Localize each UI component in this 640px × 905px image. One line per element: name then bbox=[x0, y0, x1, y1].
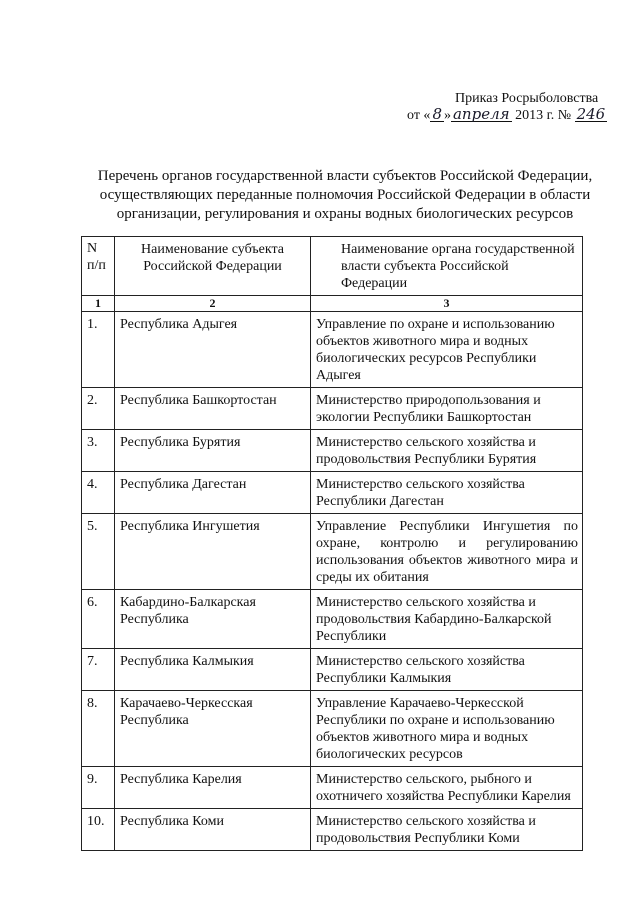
subject-name: Республика Бурятия bbox=[115, 430, 311, 472]
row-number: 2. bbox=[82, 388, 115, 430]
row-number: 4. bbox=[82, 472, 115, 514]
row-number: 8. bbox=[82, 691, 115, 767]
authority-name: Министерство сельского хозяйства и продовольствия Республики Бурятия bbox=[311, 430, 583, 472]
row-number: 10. bbox=[82, 809, 115, 851]
table-row bbox=[82, 691, 583, 767]
subject-name: Кабардино-Балкарская Республика bbox=[115, 590, 311, 649]
header-body: Наименование органа государственной власти субъекта Российской Федерации bbox=[311, 237, 583, 296]
row-number: 9. bbox=[82, 767, 115, 809]
table-row bbox=[82, 809, 583, 851]
table-row bbox=[82, 430, 583, 472]
header-num: N п/п bbox=[82, 237, 115, 296]
table-row bbox=[82, 649, 583, 691]
subject-name: Республика Карелия bbox=[115, 767, 311, 809]
authority-name: Управление Карачаево-Черкесской Республики по охране и использованию объектов животного мира и водных биологических ресурсов bbox=[311, 691, 583, 767]
handwritten-month: апреля bbox=[452, 105, 510, 123]
column-number: 2 bbox=[115, 296, 311, 312]
date-year: 2013 г. № bbox=[515, 108, 572, 123]
table-row bbox=[82, 590, 583, 649]
column-number: 3 bbox=[311, 296, 583, 312]
order-title: Приказ Росрыболовства bbox=[455, 91, 599, 106]
authority-name: Управление по охране и использованию объектов животного мира и водных биологических ресурсов Республики Адыгея bbox=[311, 312, 583, 388]
authority-name: Министерство сельского хозяйства и продовольствия Республики Коми bbox=[311, 809, 583, 851]
row-number: 7. bbox=[82, 649, 115, 691]
subject-name: Республика Башкортостан bbox=[115, 388, 311, 430]
table-row bbox=[82, 312, 583, 388]
row-number: 6. bbox=[82, 590, 115, 649]
table-header-row bbox=[82, 237, 583, 296]
order-date-line bbox=[407, 107, 607, 125]
subject-name: Республика Адыгея bbox=[115, 312, 311, 388]
date-mid: » bbox=[443, 108, 451, 123]
row-number: 3. bbox=[82, 430, 115, 472]
authority-name: Министерство природопользования и экологии Республики Башкортостан bbox=[311, 388, 583, 430]
title-line: организации, регулирования и охраны водных биологических ресурсов bbox=[116, 206, 574, 222]
document-title bbox=[60, 167, 630, 224]
subject-name: Карачаево-Черкесская Республика bbox=[115, 691, 311, 767]
authority-name: Министерство сельского хозяйства Республики Дагестан bbox=[311, 472, 583, 514]
subject-name: Республика Калмыкия bbox=[115, 649, 311, 691]
authority-name: Управление Республики Ингушетия по охране, контролю и регулированию использования объектов животного мира и среды их обитания bbox=[311, 514, 583, 590]
subject-name: Республика Дагестан bbox=[115, 472, 311, 514]
authority-name: Министерство сельского, рыбного и охотничего хозяйства Республики Карелия bbox=[311, 767, 583, 809]
table-row bbox=[82, 472, 583, 514]
table-row bbox=[82, 514, 583, 590]
header-subject: Наименование субъекта Российской Федерации bbox=[115, 237, 311, 296]
authority-name: Министерство сельского хозяйства и продовольствия Кабардино-Балкарской Республики bbox=[311, 590, 583, 649]
handwritten-number: 246 bbox=[576, 105, 606, 123]
subject-name: Республика Коми bbox=[115, 809, 311, 851]
title-line: Перечень органов государственной власти субъектов Российской Федерации, bbox=[97, 168, 593, 184]
row-number: 1. bbox=[82, 312, 115, 388]
title-line: осуществляющих переданные полномочия Российской Федерации в области bbox=[99, 187, 591, 203]
table-row bbox=[82, 388, 583, 430]
row-number: 5. bbox=[82, 514, 115, 590]
column-number-row bbox=[82, 296, 583, 312]
subject-name: Республика Ингушетия bbox=[115, 514, 311, 590]
column-number: 1 bbox=[82, 296, 115, 312]
authority-name: Министерство сельского хозяйства Республики Калмыкия bbox=[311, 649, 583, 691]
table-row bbox=[82, 767, 583, 809]
date-prefix: от « bbox=[407, 108, 431, 123]
handwritten-day: 8 bbox=[432, 105, 442, 123]
authorities-table bbox=[81, 236, 583, 851]
